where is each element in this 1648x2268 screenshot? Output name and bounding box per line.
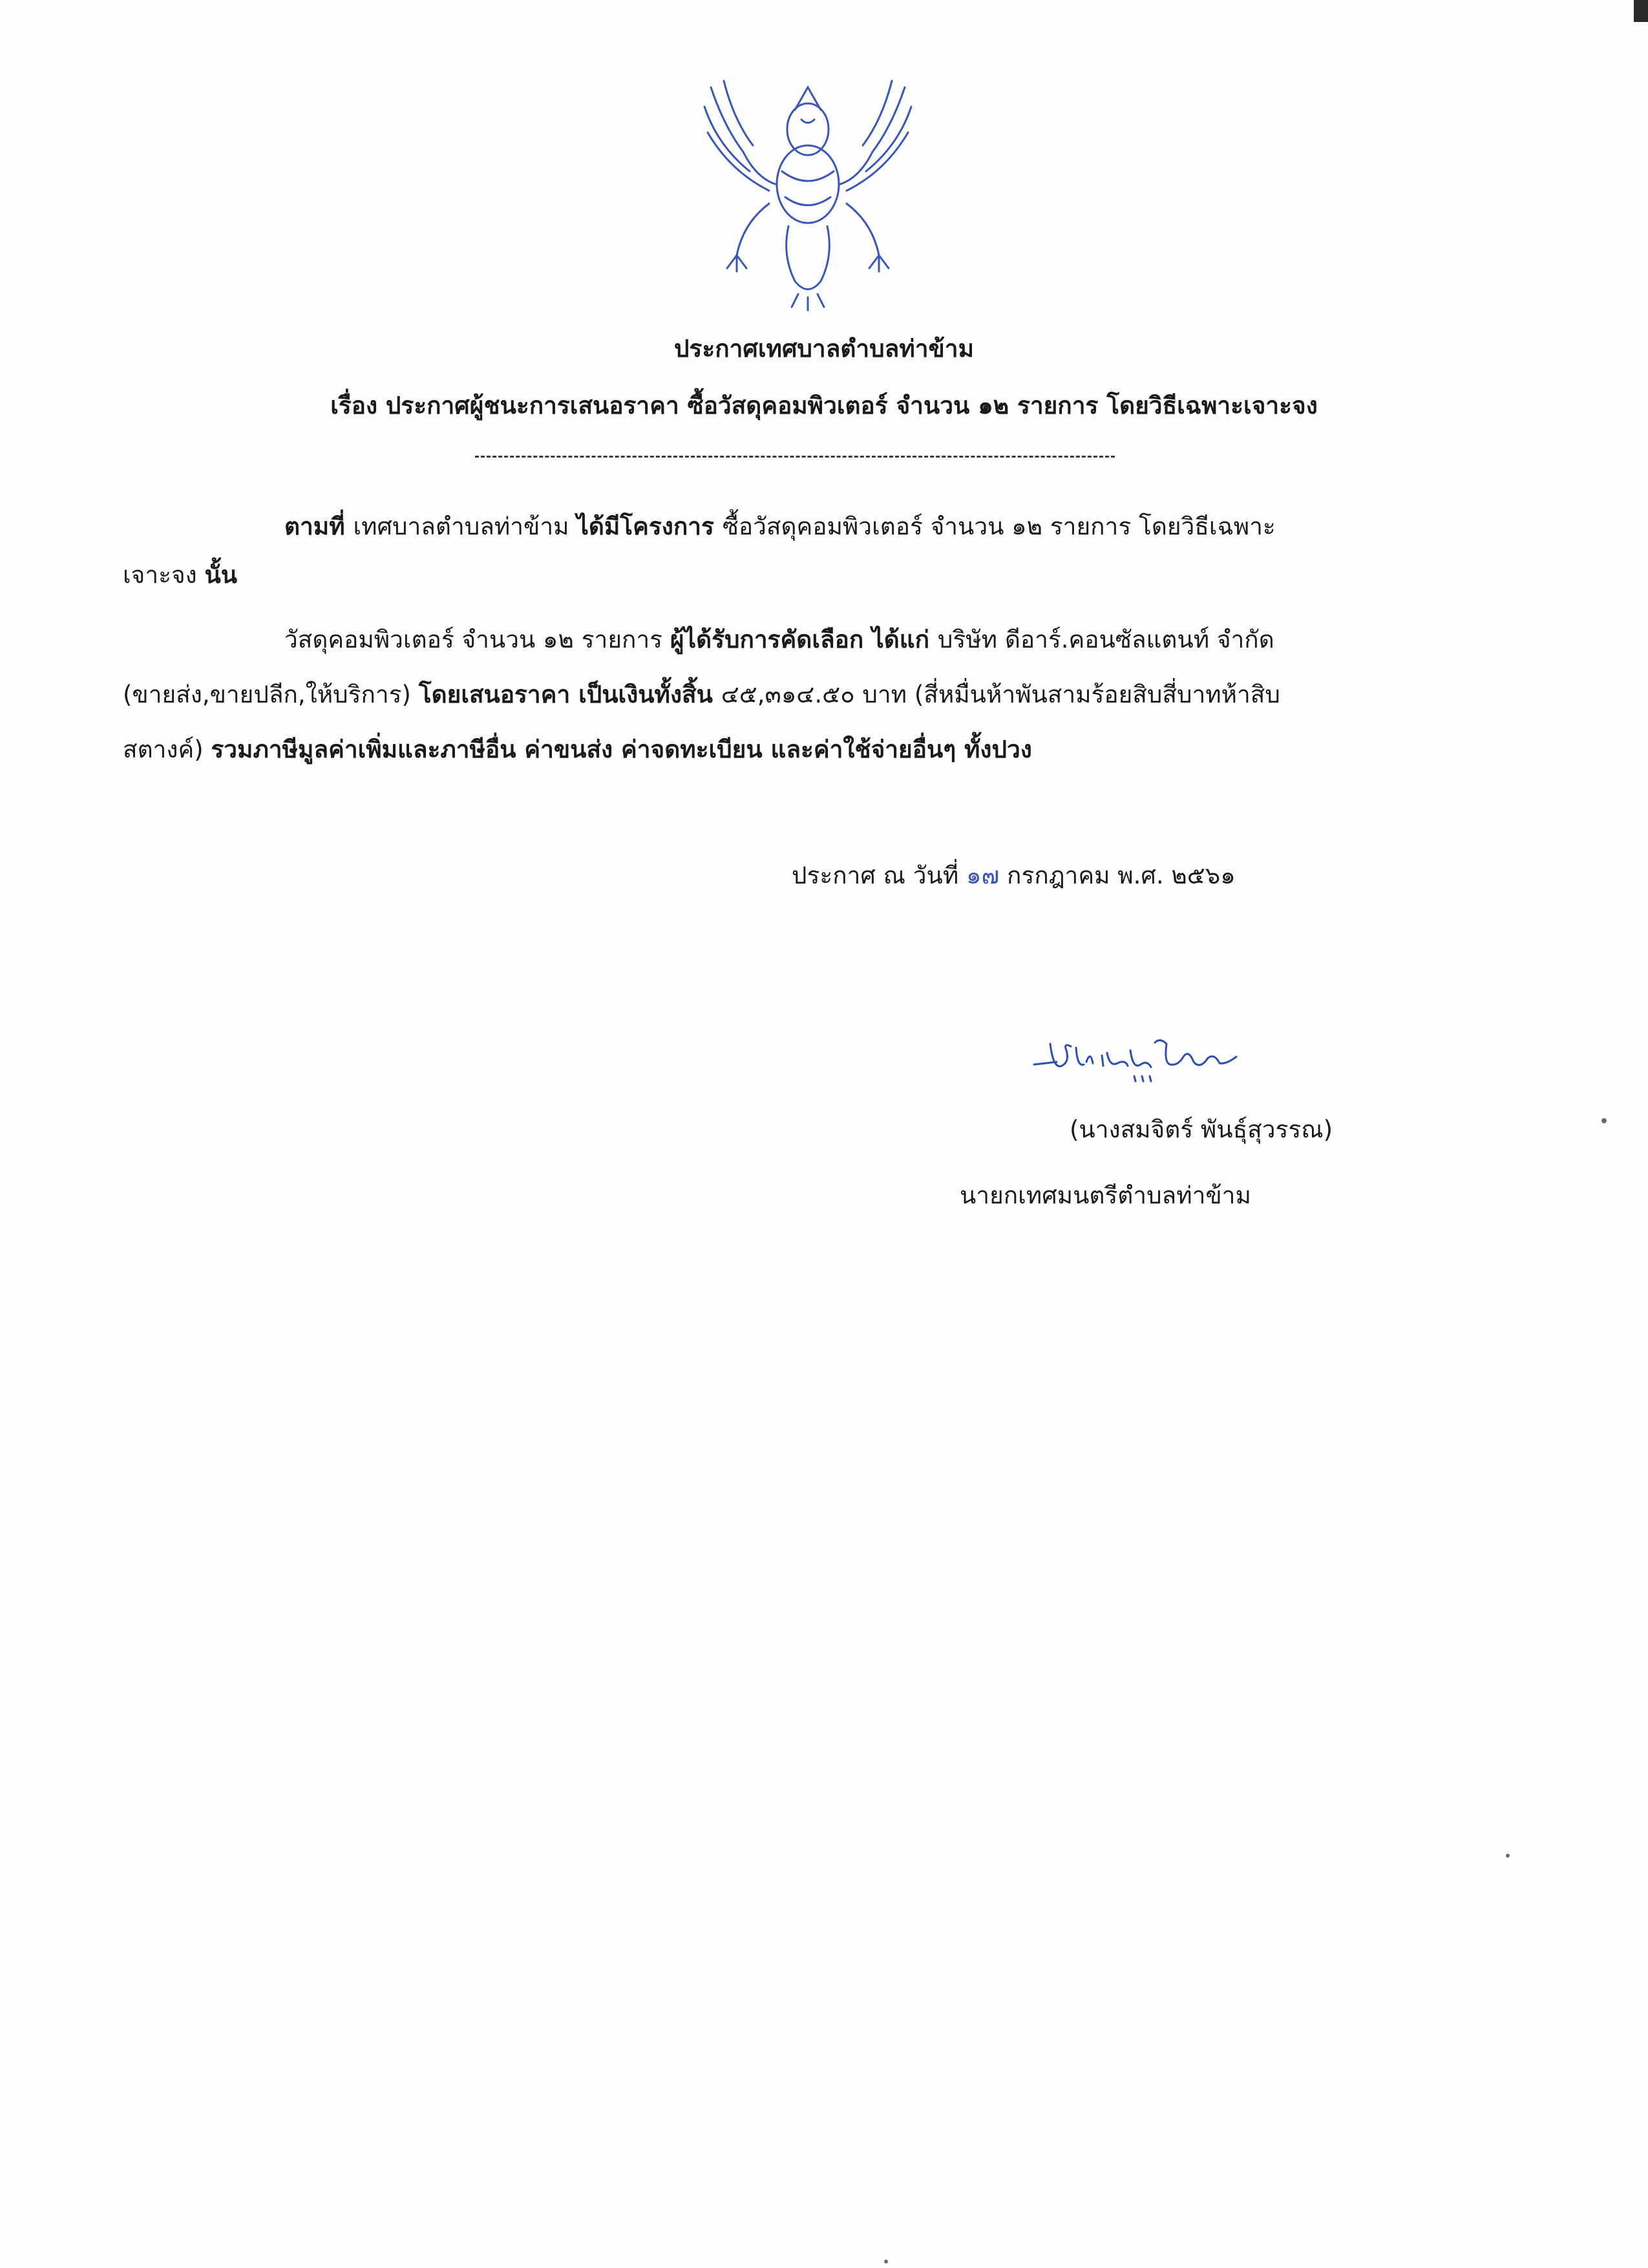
p1-text-d: ซื้อวัสดุคอมพิวเตอร์ จำนวน ๑๒ รายการ โดยวิธีเฉพาะ [722,513,1276,540]
p2-text-b: ผู้ได้รับการคัดเลือก ได้แก่ [670,626,938,653]
paragraph2-line3 [123,730,1032,769]
scan-speck [1601,1118,1607,1123]
heading-issuer: ประกาศเทศบาลตำบลท่าข้าม [674,335,974,363]
handwritten-signature [1031,1024,1244,1086]
p1-text-e: เจาะจง [123,561,205,589]
scan-edge-mark [1634,0,1648,22]
paragraph1-line1 [284,507,1276,546]
paragraph2-line1 [284,620,1274,659]
scan-speck [884,2260,888,2263]
date-day: ๑๗ [966,862,1000,889]
garuda-emblem-icon [698,74,918,313]
signatory-position: นายกเทศมนตรีตำบลท่าข้าม [960,1182,1251,1209]
paragraph1-line2 [123,556,237,595]
p1-text-f: นั้น [204,561,238,589]
p2-text-a: วัสดุคอมพิวเตอร์ จำนวน ๑๒ รายการ [284,626,670,653]
p1-text-b: เทศบาลตำบลท่าข้าม [353,513,577,540]
p1-text-a: ตามที่ [284,513,354,540]
date-month-year: กรกฎาคม พ.ศ. ๒๕๖๑ [999,862,1236,889]
p2-text-h: รวมภาษีมูลค่าเพิ่มและภาษีอื่น ค่าขนส่ง ค่าจดทะเบียน และค่าใช้จ่ายอื่นๆ ทั้งปวง [211,736,1032,763]
signatory-name: (นางสมจิตร์ พันธุ์สุวรรณ) [1070,1116,1333,1143]
announcement-date [792,856,1236,895]
paragraph2-line2 [123,675,1280,714]
date-prefix: ประกาศ ณ วันที่ [792,862,966,889]
p2-text-d: (ขายส่ง,ขายปลีก,ให้บริการ) [123,681,419,708]
heading-divider [475,456,1115,458]
scan-speck [1506,1854,1510,1858]
p2-text-g: สตางค์) [123,736,211,763]
p1-text-c: ได้มีโครงการ [576,513,723,540]
p2-text-f: ๔๕,๓๑๔.๕๐ บาท (สี่หมื่นห้าพันสามร้อยสิบสี่บาทห้าสิบ [721,681,1280,708]
p2-text-c: บริษัท ดีอาร์.คอนซัลแตนท์ จำกัด [937,626,1274,653]
heading-subject: เรื่อง ประกาศผู้ชนะการเสนอราคา ซื้อวัสดุคอมพิวเตอร์ จำนวน ๑๒ รายการ โดยวิธีเฉพาะเจาะจง [330,392,1318,419]
p2-text-e: โดยเสนอราคา เป็นเงินทั้งสิ้น [418,681,721,708]
